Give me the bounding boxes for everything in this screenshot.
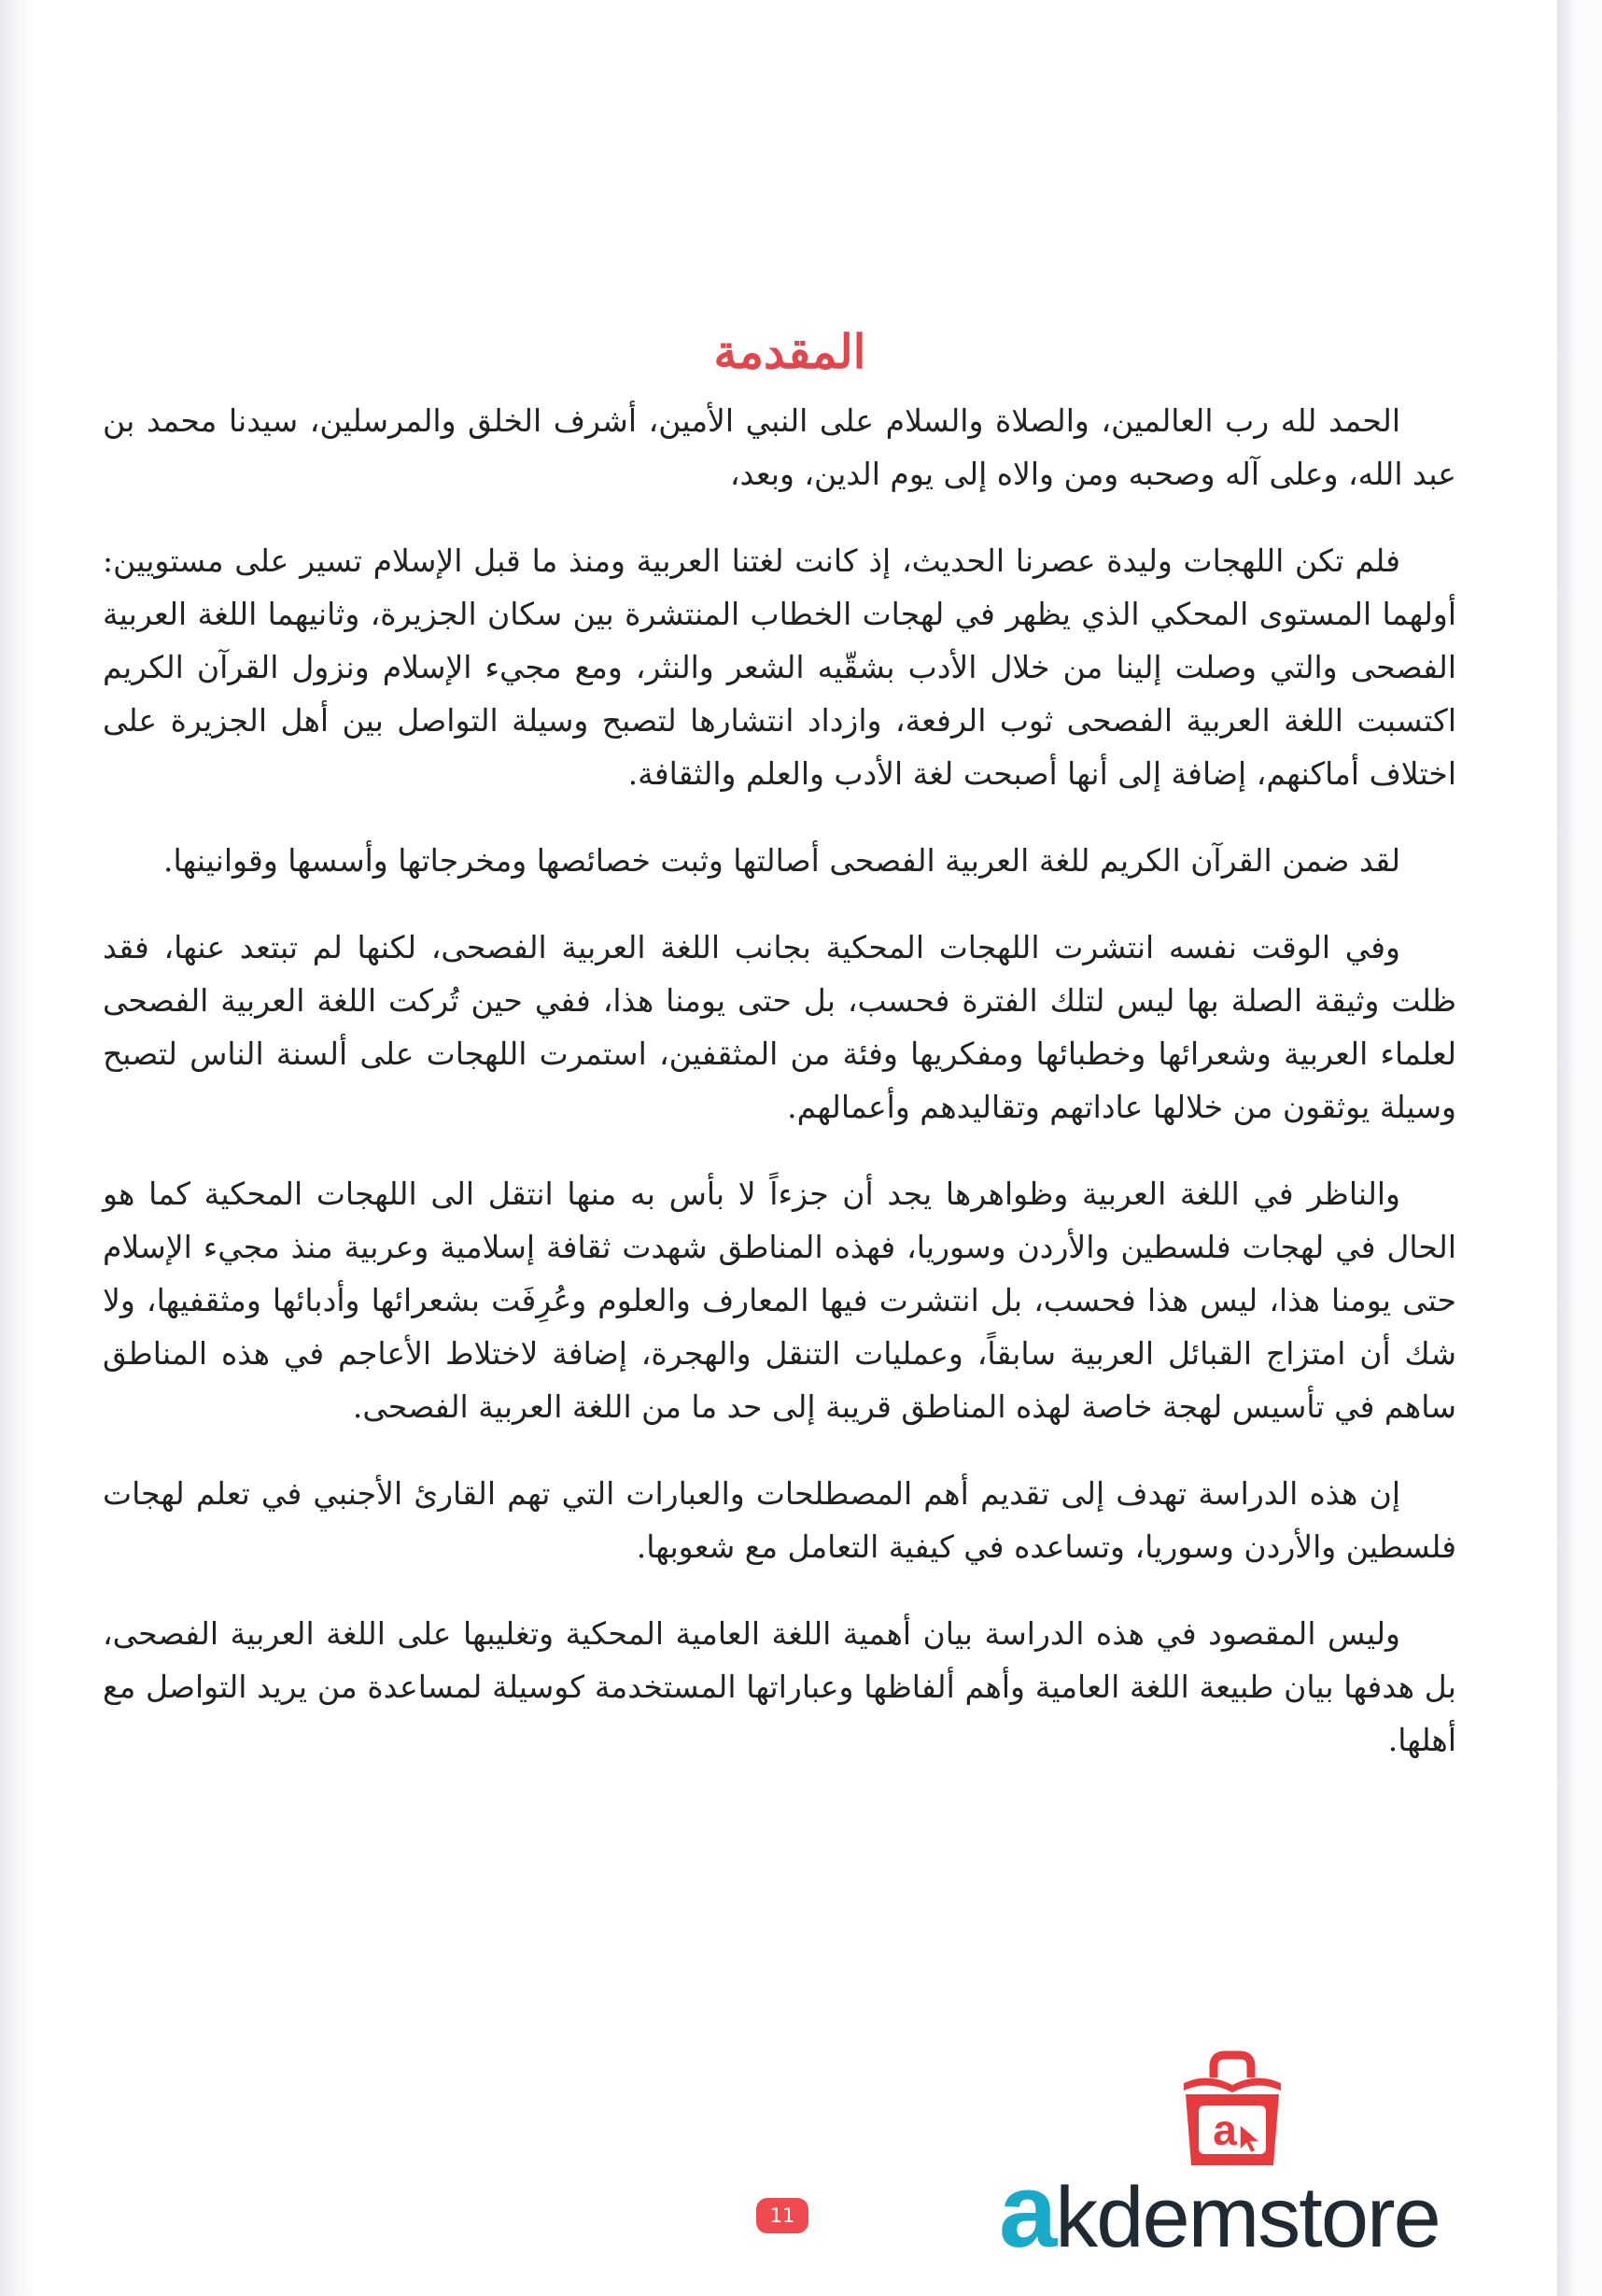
- paragraph: إن هذه الدراسة تهدف إلى تقديم أهم المصطلحات والعبارات التي تهم القارئ الأجنبي في تعلم لهجات فلسطين والأردن وسوريا، وتساعده في كيفية التعامل مع شعوبها.: [103, 1475, 1456, 1565]
- page-number-badge: 11: [756, 2198, 808, 2233]
- page-title: المقدمة: [713, 323, 866, 379]
- svg-text:a: a: [1213, 2106, 1237, 2154]
- paragraph: الحمد لله رب العالمين، والصلاة والسلام على النبي الأمين، أشرف الخلق والمرسلين، سيدنا محمد بن عبد الله، وعلى آله وصحبه ومن والاه إلى يوم الدين، وبعد،: [103, 402, 1456, 492]
- store-wordmark: [999, 2152, 1484, 2269]
- paragraph: لقد ضمن القرآن الكريم للغة العربية الفصحى أصالتها وثبت خصائصها ومخرجاتها وأسسها وقوانينها.: [162, 842, 1400, 879]
- paragraph: وليس المقصود في هذه الدراسة بيان أهمية اللغة العامية المحكية وتغليبها على اللغة العربية الفصحى، بل هدفها بيان طبيعة اللغة العامية وأهم ألفاظها وعباراتها المستخدمة كوسيلة لمساعدة من يريد التواصل مع أهلها.: [103, 1615, 1456, 1758]
- paragraph: وفي الوقت نفسه انتشرت اللهجات المحكية بجانب اللغة العربية الفصحى، لكنها لم تبتعد عنها، فقد ظلت وثيقة الصلة بها ليس لتلك الفترة فحسب، بل حتى يومنا هذا، ففي حين تُركت اللغة العربية الفصحى لعلماء العربية وشعرائها وخطبائها ومفكريها وفئة من المثقفين، استمرت اللهجات على ألسنة الناس لتصبح وسيلة يوثقون من خلالها عاداتهم وتقاليدهم وأعمالهم.: [103, 929, 1456, 1125]
- body-text: [103, 394, 1456, 1800]
- book-basket-icon: [1176, 2049, 1288, 2171]
- paragraph: فلم تكن اللهجات وليدة عصرنا الحديث، إذ كانت لغتنا العربية ومنذ ما قبل الإسلام تسير على مستويين: أولهما المستوى المحكي الذي يظهر في لهجات الخطاب المنتشرة بين سكان الجزيرة، وثانيهما اللغة العربية الفصحى والتي وصلت إلينا من خلال الأدب بشقّيه الشعر والنثر، ومع مجيء الإسلام ونزول القرآن الكريم اكتسبت اللغة العربية الفصحى ثوب الرفعة، وازداد انتشارها لتصبح وسيلة التواصل بين أهل الجزيرة على اختلاف أماكنهم، إضافة إلى أنها أصبحت لغة الأدب والعلم والثقافة.: [103, 542, 1456, 792]
- wordmark-rest: kdemstore: [1055, 2170, 1440, 2265]
- store-watermark: [999, 2049, 1484, 2269]
- paragraph: والناظر في اللغة العربية وظواهرها يجد أن جزءاً لا بأس به منها انتقل الى اللهجات المحكية كما هو الحال في لهجات فلسطين والأردن وسوريا، فهذه المناطق شهدت ثقافة إسلامية وعربية منذ مجيء الإسلام حتى يومنا هذا، ليس هذا فحسب، بل انتشرت فيها المعارف والعلوم وعُرِفَت بشعرائها وأدبائها ومثقفيها، ولا شك أن امتزاج القبائل العربية سابقاً، وعمليات التنقل والهجرة، إضافة لاختلاط الأعاجم في هذه المناطق ساهم في تأسيس لهجة خاصة لهذه المناطق قريبة إلى حد ما من اللغة العربية الفصحى.: [103, 1176, 1456, 1425]
- wordmark-first-letter: a: [999, 2152, 1056, 2269]
